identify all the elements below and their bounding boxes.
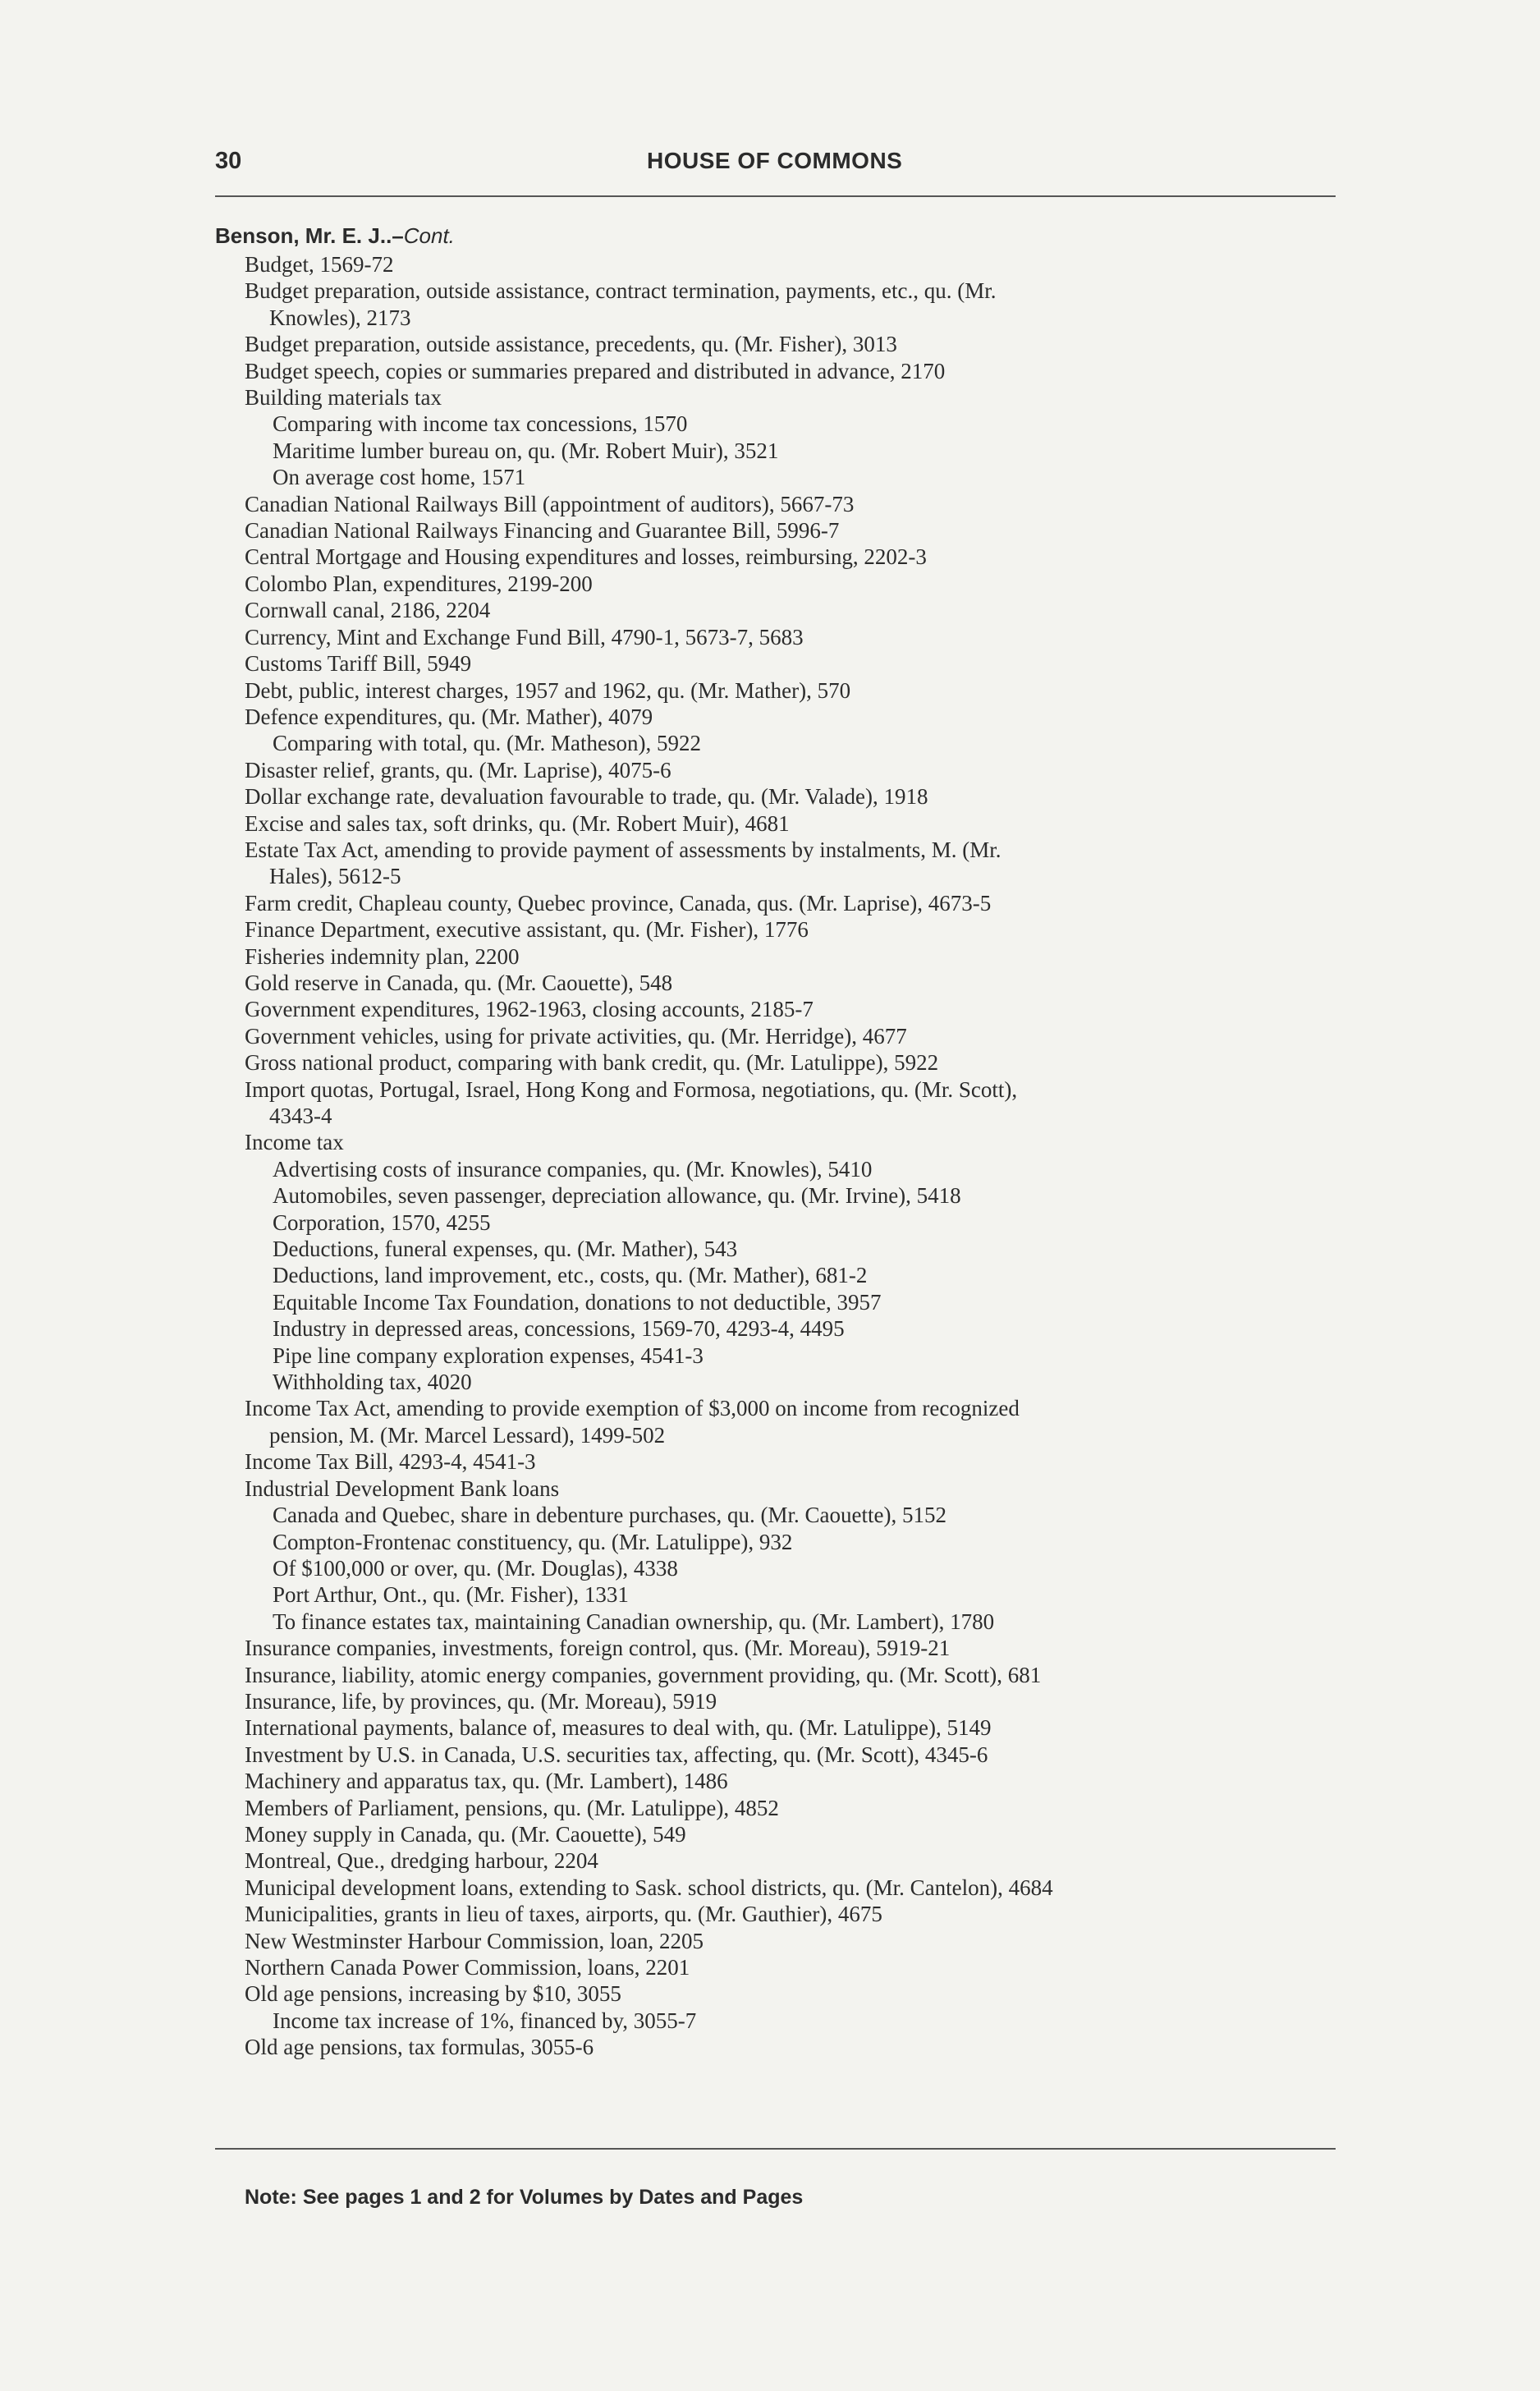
index-entry: Machinery and apparatus tax, qu. (Mr. Lambert), 1486 (245, 1769, 728, 1794)
index-subentry: Comparing with total, qu. (Mr. Matheson), 5922 (273, 731, 701, 756)
index-entry-continuation: Hales), 5612-5 (269, 864, 401, 889)
index-entry: Government expenditures, 1962-1963, closing accounts, 2185-7 (245, 997, 814, 1022)
index-subentry: Equitable Income Tax Foundation, donations to not deductible, 3957 (273, 1289, 882, 1315)
index-entry: Import quotas, Portugal, Israel, Hong Kong and Formosa, negotiations, qu. (Mr. Scott), (245, 1076, 1018, 1102)
entry-cont-label: Cont. (403, 223, 455, 248)
index-subentry: Comparing with income tax concessions, 1570 (273, 411, 688, 437)
index-entry: Farm credit, Chapleau county, Quebec province, Canada, qus. (Mr. Laprise), 4673-5 (245, 890, 992, 916)
index-subentry: Deductions, land improvement, etc., costs, qu. (Mr. Mather), 681-2 (273, 1263, 868, 1288)
index-entry: Colombo Plan, expenditures, 2199-200 (245, 571, 593, 596)
index-entry: Canadian National Railways Financing and Guarantee Bill, 5996-7 (245, 518, 840, 544)
index-entry: Budget speech, copies or summaries prepared and distributed in advance, 2170 (245, 358, 946, 383)
index-entry: Industrial Development Bank loans (245, 1475, 560, 1501)
index-entry: Budget preparation, outside assistance, contract termination, payments, etc., qu. (Mr. (245, 278, 997, 304)
index-subentry: Industry in depressed areas, concessions, 1569-70, 4293-4, 4495 (273, 1316, 845, 1342)
index-subentry: Compton-Frontenac constituency, qu. (Mr. Latulippe), 932 (273, 1529, 793, 1554)
index-subentry: Advertising costs of insurance companies, qu. (Mr. Knowles), 5410 (273, 1156, 873, 1182)
index-entry: Finance Department, executive assistant, qu. (Mr. Fisher), 1776 (245, 917, 809, 943)
index-entry: Municipalities, grants in lieu of taxes, airports, qu. (Mr. Gauthier), 4675 (245, 1902, 882, 1927)
index-entry: Budget preparation, outside assistance, precedents, qu. (Mr. Fisher), 3013 (245, 332, 897, 357)
index-entry: International payments, balance of, measures to deal with, qu. (Mr. Latulippe), 5149 (245, 1715, 992, 1741)
index-subentry: Pipe line company exploration expenses, 4541-3 (273, 1342, 704, 1368)
index-entry: Budget, 1569-72 (245, 252, 394, 277)
index-entry: Gross national product, comparing with bank credit, qu. (Mr. Latulippe), 5922 (245, 1050, 939, 1076)
index-subentry: On average cost home, 1571 (273, 465, 526, 490)
index-entry: Municipal development loans, extending to Sask. school districts, qu. (Mr. Cantelon), 4684 (245, 1875, 1053, 1900)
index-entry: Debt, public, interest charges, 1957 and 1962, qu. (Mr. Mather), 570 (245, 677, 851, 703)
index-entry: Cornwall canal, 2186, 2204 (245, 598, 491, 623)
index-entry: Insurance, liability, atomic energy companies, government providing, qu. (Mr. Scott), 681 (245, 1662, 1042, 1687)
page-number: 30 (215, 148, 242, 174)
index-entry: Building materials tax (245, 385, 442, 411)
index-entry: Central Mortgage and Housing expenditures and losses, reimbursing, 2202-3 (245, 544, 927, 570)
index-entry: Government vehicles, using for private activities, qu. (Mr. Herridge), 4677 (245, 1023, 907, 1049)
index-entries-list (245, 251, 1336, 2061)
index-entry: Members of Parliament, pensions, qu. (Mr. Latulippe), 4852 (245, 1795, 779, 1820)
index-subentry: Deductions, funeral expenses, qu. (Mr. Mather), 543 (273, 1237, 738, 1262)
footer-note: Note: See pages 1 and 2 for Volumes by Dates and Pages (245, 2186, 804, 2209)
index-entry: Income Tax Act, amending to provide exemption of $3,000 on income from recognized (245, 1396, 1020, 1421)
index-subentry: Maritime lumber bureau on, qu. (Mr. Robert Muir), 3521 (273, 438, 779, 463)
index-entry: Old age pensions, increasing by $10, 3055 (245, 1981, 621, 2007)
index-subentry: Income tax increase of 1%, financed by, 3055-7 (273, 2008, 697, 2033)
index-entry: Dollar exchange rate, devaluation favourable to trade, qu. (Mr. Valade), 1918 (245, 784, 928, 810)
index-entry-continuation: Knowles), 2173 (269, 305, 411, 330)
index-entry: Montreal, Que., dredging harbour, 2204 (245, 1848, 598, 1874)
index-subentry: Canada and Quebec, share in debenture purchases, qu. (Mr. Caouette), 5152 (273, 1503, 946, 1528)
index-entry: Estate Tax Act, amending to provide payment of assessments by instalments, M. (Mr. (245, 837, 1001, 862)
running-head-title: HOUSE OF COMMONS (647, 148, 903, 173)
entry-name: Benson, Mr. E. J. (215, 223, 387, 248)
index-entry: Canadian National Railways Bill (appointment of auditors), 5667-73 (245, 491, 855, 516)
index-entry: Fisheries indemnity plan, 2200 (245, 943, 520, 969)
index-entry: Excise and sales tax, soft drinks, qu. (Mr. Robert Muir), 4681 (245, 810, 790, 836)
index-entry: Insurance, life, by provinces, qu. (Mr. Moreau), 5919 (245, 1688, 717, 1714)
index-entry-continuation: pension, M. (Mr. Marcel Lessard), 1499-502 (269, 1422, 666, 1448)
index-entry: Old age pensions, tax formulas, 3055-6 (245, 2035, 594, 2060)
index-entry: Defence expenditures, qu. (Mr. Mather), 4079 (245, 704, 653, 729)
index-entry-continuation: 4343-4 (269, 1104, 332, 1128)
index-entry: Disaster relief, grants, qu. (Mr. Laprise), 4075-6 (245, 757, 671, 782)
index-entry: Northern Canada Power Commission, loans, 2201 (245, 1955, 690, 1980)
bottom-rule (215, 2148, 1336, 2150)
index-entry: Insurance companies, investments, foreign control, qus. (Mr. Moreau), 5919-21 (245, 1636, 951, 1661)
index-entry: New Westminster Harbour Commission, loan, 2205 (245, 1928, 704, 1953)
index-entry: Income tax (245, 1130, 344, 1155)
index-entry: Customs Tariff Bill, 5949 (245, 651, 472, 677)
index-entry: Investment by U.S. in Canada, U.S. securities tax, affecting, qu. (Mr. Scott), 4345-6 (245, 1742, 988, 1767)
index-subentry: Automobiles, seven passenger, depreciation allowance, qu. (Mr. Irvine), 5418 (273, 1183, 961, 1209)
index-subentry: Corporation, 1570, 4255 (273, 1209, 491, 1235)
index-subentry: Port Arthur, Ont., qu. (Mr. Fisher), 1331 (273, 1582, 629, 1608)
top-rule (215, 195, 1336, 197)
index-entry: Money supply in Canada, qu. (Mr. Caouette), 549 (245, 1821, 686, 1847)
index-subentry: To finance estates tax, maintaining Canadian ownership, qu. (Mr. Lambert), 1780 (273, 1609, 995, 1634)
index-subentry: Withholding tax, 4020 (273, 1370, 472, 1395)
index-entry: Currency, Mint and Exchange Fund Bill, 4790-1, 5673-7, 5683 (245, 624, 804, 649)
index-subentry: Of $100,000 or over, qu. (Mr. Douglas), 4338 (273, 1555, 678, 1581)
index-entry: Income Tax Bill, 4293-4, 4541-3 (245, 1449, 536, 1475)
index-entry: Gold reserve in Canada, qu. (Mr. Caouette), 548 (245, 970, 673, 995)
entry-heading: Benson, Mr. E. J..–Cont. (215, 223, 455, 248)
